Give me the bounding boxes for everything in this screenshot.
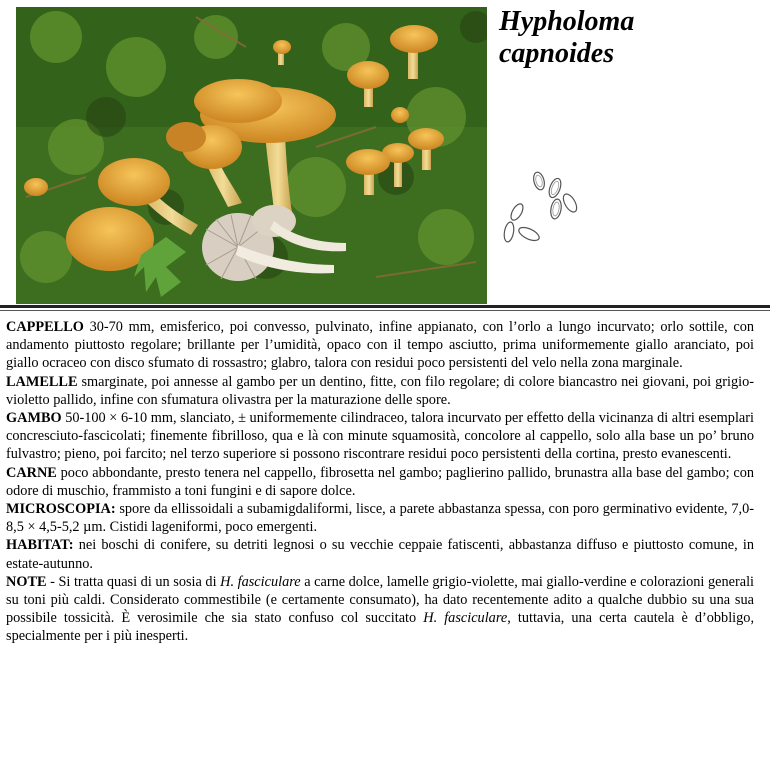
section-cappello [6,318,754,373]
species-description [6,318,754,646]
species-title [499,6,634,70]
section-heading: MICROSCOPIA: [6,501,116,518]
mushroom-photo [16,7,487,304]
note-text: a carne dolce, lamelle grigio-violette, mai giallo-verdine e colorazioni generali su toni più caldi. Considerato commestibile (e certamente consumato), ha dato recentemente adito a qualche dubbio su una sua possibile tossicità. È verosimile che sia stato confuso col succitato [6,573,755,627]
section-text: smarginate, poi annesse al gambo per un dentino, fitte, con filo regolare; di colore biancastro nei giovani, poi grigio-violetto pallido, infine con sfumatura olivastra per la maturazione delle spore. [6,373,754,408]
section-text: poco abbondante, presto tenera nel cappello, fibrosetta nel gambo; paglierino pallido, brunastra alla base del gambo; con odore di muschio, frammisto a toni fungini e di sapore dolce. [6,464,754,499]
genus-name: Hypholoma [499,6,635,37]
section-microscopia [6,500,754,536]
section-text: spore da ellissoidali a subamigdaliformi, lisce, a parete abbastanza spessa, con poro germinativo evidente, 7,0-8,5 × 4,5-5,2 µm. Cistidi lageniformi, poco emergenti. [6,501,754,536]
section-lamelle [6,373,754,409]
section-gambo [6,409,754,464]
note-text: , tuttavia, una certa cautela è d’obbligo, specialmente per i più inesperti. [6,610,755,645]
section-note [6,573,754,646]
section-heading: NOTE [6,573,47,590]
section-heading: CARNE [6,464,57,481]
section-habitat [6,536,754,572]
section-heading: HABITAT: [6,537,74,554]
species-name: capnoides [499,38,615,69]
species-reference: H. fasciculare [220,573,301,590]
section-heading: LAMELLE [6,373,78,390]
divider-thick [0,305,770,308]
divider-thin [0,310,770,311]
section-heading: GAMBO [6,410,62,427]
species-reference: H. fasciculare [423,610,508,627]
section-text: nei boschi di conifere, su detriti legnosi o su vecchie ceppaie fatiscenti, abbastanza diffuso e piuttosto comune, in estate-autunno. [6,537,754,572]
section-carne [6,464,754,500]
note-text: - Si tratta quasi di un sosia di [46,573,221,590]
section-text: 30-70 mm, emisferico, poi convesso, pulvinato, infine appianato, con l’orlo a lungo incurvato; orlo sottile, con andamento piuttosto regolare; brillante per l’umidità, opaco con il tempo asciutto, prima uniformemente giallo aranciato, poi giallo ocraceo con disco sfumato di rossastro; glabro, talora con residui poco persistenti del velo nella zona marginale. [6,319,754,372]
section-heading: CAPPELLO [6,319,84,335]
section-text: 50-100 × 6-10 mm, slanciato, ± uniformemente cilindraceo, talora incurvato per effetto della vicinanza di altri esemplari concresciuto-fascicolati; finemente fibrilloso, qua e là con minute squamosità, concolore al cappello, solo alla base un po’ bruno fulvastro; pieno, poi farcito; nel terzo superiore si possono riscontrare residui poco persistenti della cortina, presto evanescenti. [6,410,754,463]
spore-drawing [495,165,585,255]
